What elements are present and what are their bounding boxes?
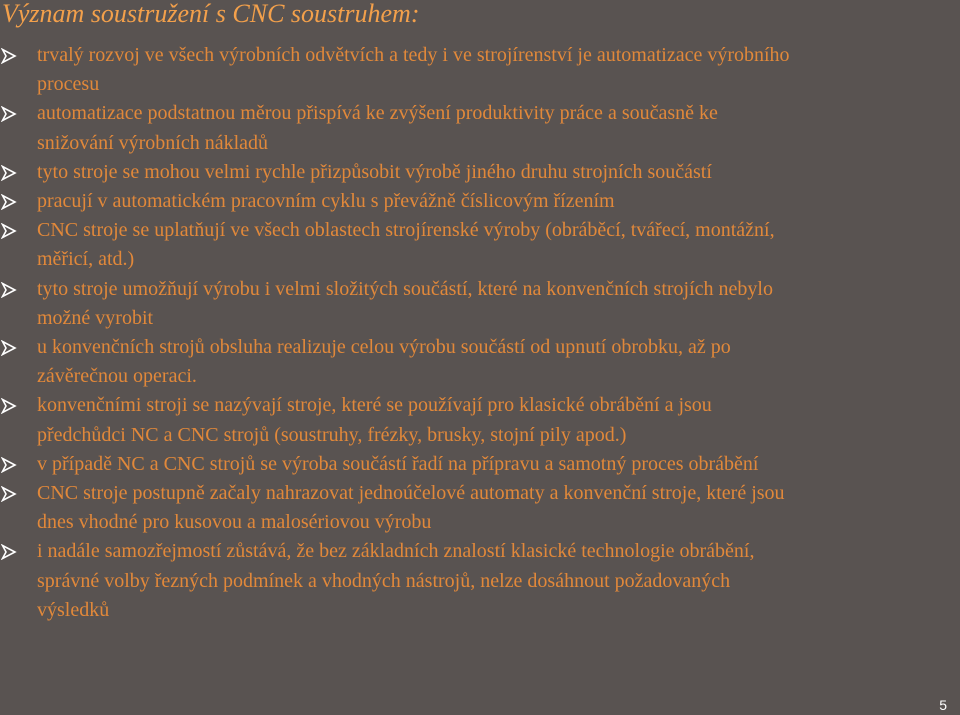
bullet-item [0,333,960,391]
bullet-item [0,450,960,479]
slide-title: Význam soustružení s CNC soustruhem: [2,0,420,28]
bullet-text-line: závěrečnou operaci. [37,365,197,388]
bullet-text-line: snižování výrobních nákladů [37,131,269,154]
bullet-item [0,99,960,157]
arrow-bullet-icon [1,398,17,414]
bullet-text-line: správné volby řezných podmínek a vhodných nástrojů, nelze dosáhnout požadovaných [37,569,731,592]
bullet-text-line: možné vyrobit [37,306,154,329]
bullet-text-line: trvalý rozvoj ve všech výrobních odvětvích a tedy i ve strojírenství je automatizace výrobního [37,44,790,66]
arrow-bullet-icon [1,48,17,64]
bullet-text-line: měřicí, atd.) [37,248,135,271]
bullet-text-line: pracují v automatickém pracovním cyklu s převážně číslicovým řízením [37,190,615,213]
arrow-bullet-icon [1,340,17,356]
bullet-text-line: dnes vhodné pro kusovou a malosériovou výrobu [37,511,432,534]
page-number: 5 [939,697,947,713]
bullet-text-line: v případě NC a CNC strojů se výroba součástí řadí na přípravu a samotný proces obrábění [37,452,759,475]
bullet-item [0,275,960,333]
arrow-bullet-icon [1,486,17,502]
bullet-item [0,158,960,187]
bullet-item [0,537,960,625]
bullet-text-line: procesu [37,73,100,96]
bullet-text-line: konvenčními stroji se nazývají stroje, které se používají pro klasické obrábění a jsou [37,394,712,417]
bullet-text-line: CNC stroje postupně začaly nahrazovat jednoúčelové automaty a konvenční stroje, které jsou [37,482,785,505]
bullet-item [0,216,960,274]
bullet-text-line: CNC stroje se uplatňují ve všech oblastech strojírenské výroby (obráběcí, tvářecí, montážní, [37,219,775,242]
arrow-bullet-icon [1,106,17,122]
arrow-bullet-icon [1,544,17,560]
arrow-bullet-icon [1,282,17,298]
bullet-text-line: u konvenčních strojů obsluha realizuje celou výrobu součástí od upnutí obrobku, až po [37,336,731,359]
bullet-item [0,41,960,99]
bullet-text-line: tyto stroje umožňují výrobu i velmi složitých součástí, které na konvenčních strojích nebylo [37,277,773,300]
bullet-list [0,41,960,625]
bullet-item [0,479,960,537]
arrow-bullet-icon [1,165,17,181]
bullet-text-line: automatizace podstatnou měrou přispívá ke zvýšení produktivity práce a současně ke [37,102,718,125]
bullet-text-line: výsledků [37,598,110,621]
bullet-text-line: předchůdci NC a CNC strojů (soustruhy, frézky, brusky, stojní pily apod.) [37,423,627,446]
bullet-item [0,391,960,449]
bullet-text-line: i nadále samozřejmostí zůstává, že bez základních znalostí klasické technologie obrábění, [37,540,755,563]
bullet-text-line: tyto stroje se mohou velmi rychle přizpůsobit výrobě jiného druhu strojních součástí [37,160,712,183]
arrow-bullet-icon [1,194,17,210]
arrow-bullet-icon [1,457,17,473]
bullet-item [0,187,960,216]
arrow-bullet-icon [1,223,17,239]
